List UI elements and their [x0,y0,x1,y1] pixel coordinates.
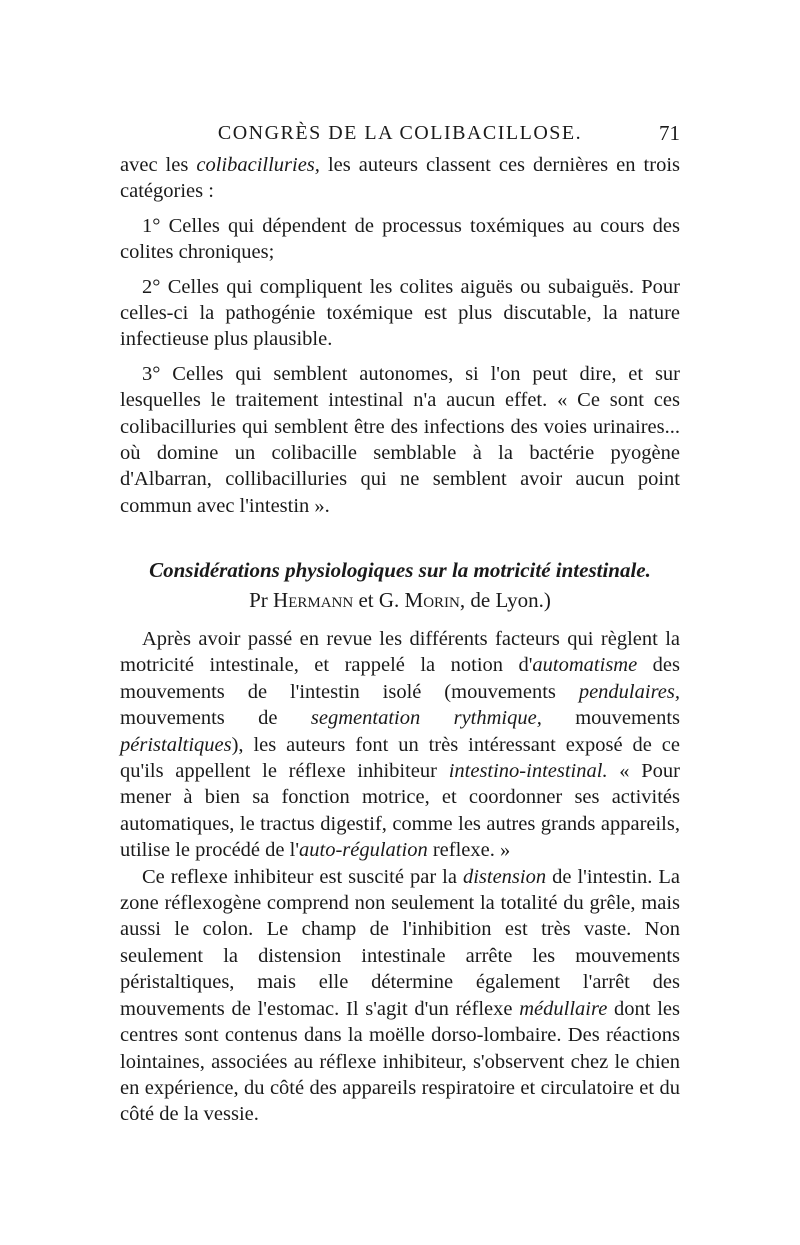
text-run: les auteurs classent ces dernières en trois catégories : [120,154,680,203]
italic-term: distension [462,865,547,888]
author-name: Morin [404,588,460,612]
paragraph-category-1: 1° Celles qui dépendent de processus toxémiques au cours des colites chroniques; [120,214,680,264]
text-run: Ce reflexe inhibiteur est suscité par la [142,865,463,888]
paragraph-category-3: 3° Celles qui semblent autonomes, si l'on peut dire, et sur lesquelles le traitement intestinal n'a aucun effet. « Ce sont ces colibacilluries qui semblent être des infections des voies urinaires... où domine un colibacille semblable à la bactérie pyogène d'Albarran, collibacilluries qui ne semblent avoir aucun point commun avec l'intestin ». [120,362,680,517]
text-run: « Pour mener à bien sa fonction motrice, et coordonner ses activités automatiques, le tractus digestif, comme les autres grands appareils, utilise le procédé de l' [120,760,680,862]
italic-term: médullaire [519,997,608,1020]
section-title: Considérations physiologiques sur la motricité intestinale. [149,558,651,582]
paragraph-category-2: 2° Celles qui compliquent les colites aiguës ou subaiguës. Pour celles-ci la pathogénie toxémique est plus discutable, la nature infectieuse plus plausible. [120,275,680,351]
text-run: et G. [353,588,405,612]
text-run: Après avoir passé en revue les différents facteurs qui règlent la motricité intestinale, et rappelé la notion d' [120,628,680,677]
italic-term: auto-régulation [299,839,428,862]
text-run: avec les [120,154,197,176]
author-name: Hermann [273,588,354,612]
italic-term: péristaltiques [120,733,232,756]
section-authors [120,586,680,615]
text-run: mouvements de [120,707,311,730]
text-run: dont les centres sont contenus dans la moëlle dorso-lombaire. Des réactions lointaines, associées au réflexe inhibiteur, s'observent chez le chien en expérience, du côté des appareils respiratoire et circulatoire et du côté de la vessie. [120,997,680,1126]
text-run: mouvements [541,707,680,730]
text-run: , de Lyon.) [459,588,551,612]
italic-term: pendulaires, [578,680,680,703]
italic-term: automatisme [532,654,638,677]
text-block-motricite [120,626,680,1128]
text-run: des mouvements de l'intestin isolé (mouvements [120,654,680,703]
running-head [120,118,680,148]
text-run: ), les auteurs font un très intéressant exposé de ce qu'ils appellent le réflexe inhibiteur [120,733,680,783]
text-run: de l'intestin. La zone réflexogène comprend non seulement la totalité du grêle, mais aussi le colon. Le champ de l'inhibition est très vaste. Non seulement la distension intestinale arrête les mouvements péristaltiques, mais elle détermine également l'arrêt des mouvements de l'estomac. Il s'agit d'un réflexe [120,865,680,1020]
italic-term: intestino-intestinal. [448,760,608,783]
paragraph-reflexe-intro [120,626,680,864]
italic-term: colibacilluries, [196,154,320,176]
paragraph-reflexe-details [120,864,680,1128]
italic-term: segmentation rythmique, [310,707,542,730]
page-number: 71 [659,121,680,145]
authors-prefix: Pr [249,588,268,612]
text-run: reflexe. » [427,839,511,862]
text-block-colibacilluries [120,152,680,519]
paragraph-intro [120,152,680,205]
running-title: CONGRÈS DE LA COLIBACILLOSE. [217,122,583,144]
